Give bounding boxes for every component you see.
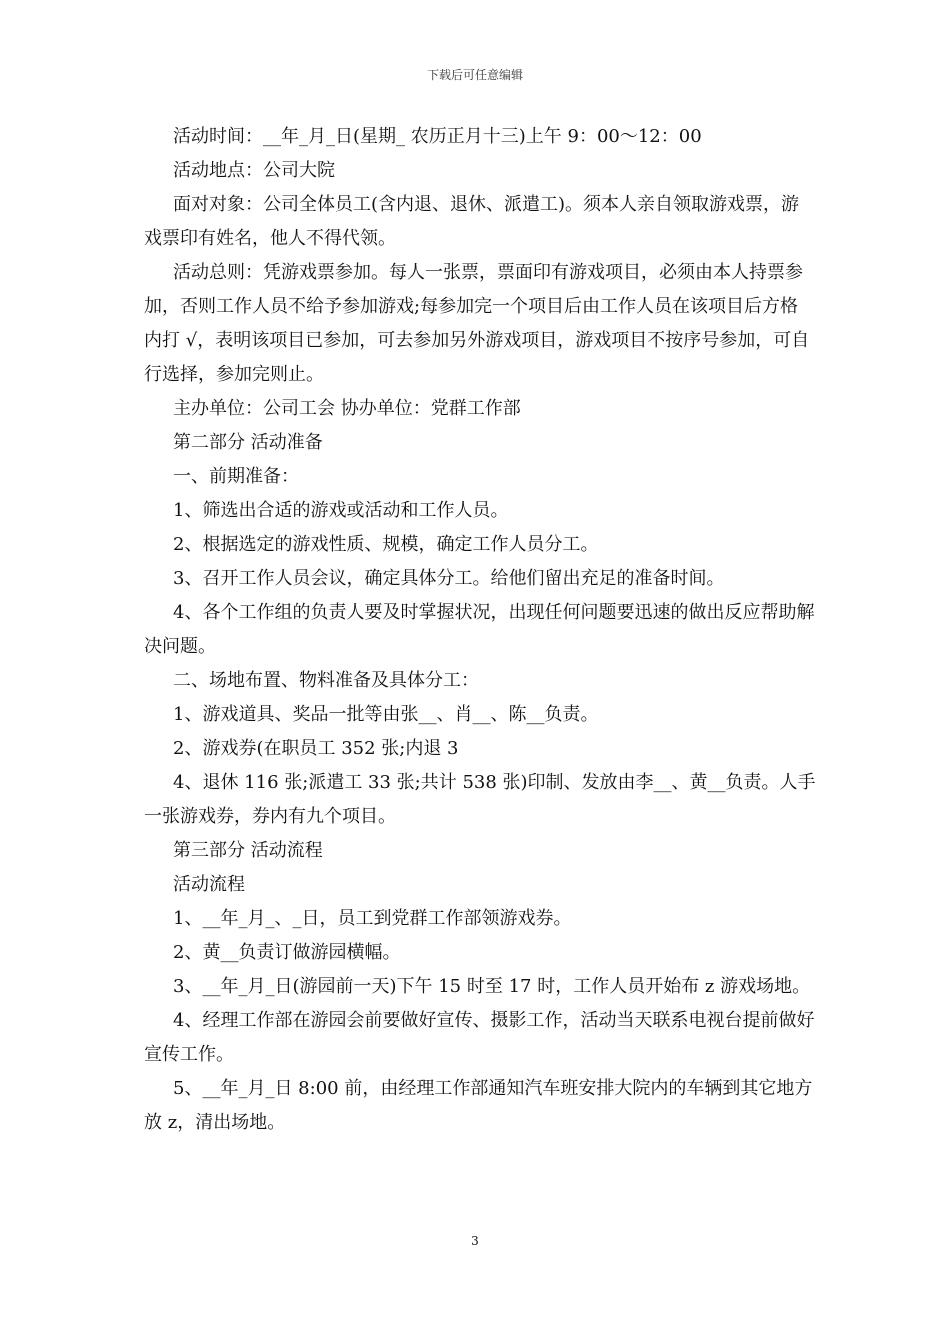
paragraph-general-rules: 活动总则：凭游戏票参加。每人一张票，票面印有游戏项目，必须由本人持票参加，否则工作人员不给予参加游戏;每参加完一个项目后由工作人员在该项目后方格内打 √，表明该项目已参加，可去参加另外游戏项目，游戏项目不按序号参加，可自行选择，参加完则止。 bbox=[144, 262, 810, 385]
subheading-venue-materials: 二、场地布置、物料准备及具体分工： bbox=[173, 670, 479, 691]
list-item: 4、经理工作部在游园会前要做好宣传、摄影工作，活动当天联系电视台提前做好宣传工作。 bbox=[144, 1010, 815, 1065]
document-body bbox=[144, 120, 816, 1140]
list-item: 2、根据选定的游戏性质、规模，确定工作人员分工。 bbox=[173, 534, 599, 555]
section-heading-part-three: 第三部分 活动流程 bbox=[173, 840, 323, 861]
list-item: 4、退休 116 张;派遣工 33 张;共计 538 张)印制、发放由李__、黄__负责。人手一张游戏券，券内有九个项目。 bbox=[144, 772, 816, 827]
paragraph-activity-time: 活动时间：__年_月_日(星期_ 农历正月十三)上午 9：00～12：00 bbox=[173, 126, 702, 147]
paragraph-organizers: 主办单位：公司工会 协办单位：党群工作部 bbox=[173, 398, 521, 419]
list-item: 3、__年_月_日(游园前一天)下午 15 时至 17 时，工作人员开始布 z 游戏场地。 bbox=[173, 976, 811, 997]
subheading-activity-flow: 活动流程 bbox=[173, 874, 245, 895]
list-item: 3、召开工作人员会议，确定具体分工。给他们留出充足的准备时间。 bbox=[173, 568, 725, 589]
list-item: 1、__年_月_、_日，员工到党群工作部领游戏券。 bbox=[173, 908, 572, 929]
list-item: 2、黄__负责订做游园横幅。 bbox=[173, 942, 401, 963]
list-item: 2、游戏券(在职员工 352 张;内退 3 bbox=[173, 738, 459, 759]
page-header: 下载后可任意编辑 bbox=[426, 68, 523, 82]
list-item: 1、游戏道具、奖品一批等由张__、肖__、陈__负责。 bbox=[173, 704, 599, 725]
list-item: 1、筛选出合适的游戏或活动和工作人员。 bbox=[173, 500, 509, 521]
list-item: 4、各个工作组的负责人要及时掌握状况，出现任何问题要迅速的做出反应帮助解决问题。 bbox=[144, 602, 815, 657]
paragraph-target-audience: 面对对象：公司全体员工(含内退、退休、派遣工)。须本人亲自领取游戏票，游戏票印有姓名，他人不得代领。 bbox=[144, 194, 800, 249]
paragraph-activity-location: 活动地点：公司大院 bbox=[173, 160, 335, 181]
subheading-preliminary-prep: 一、前期准备： bbox=[173, 466, 299, 487]
section-heading-part-two: 第二部分 活动准备 bbox=[173, 432, 323, 453]
list-item: 5、__年_月_日 8:00 前，由经理工作部通知汽车班安排大院内的车辆到其它地方放 z，清出场地。 bbox=[144, 1078, 813, 1133]
page-number: 3 bbox=[471, 1234, 479, 1248]
